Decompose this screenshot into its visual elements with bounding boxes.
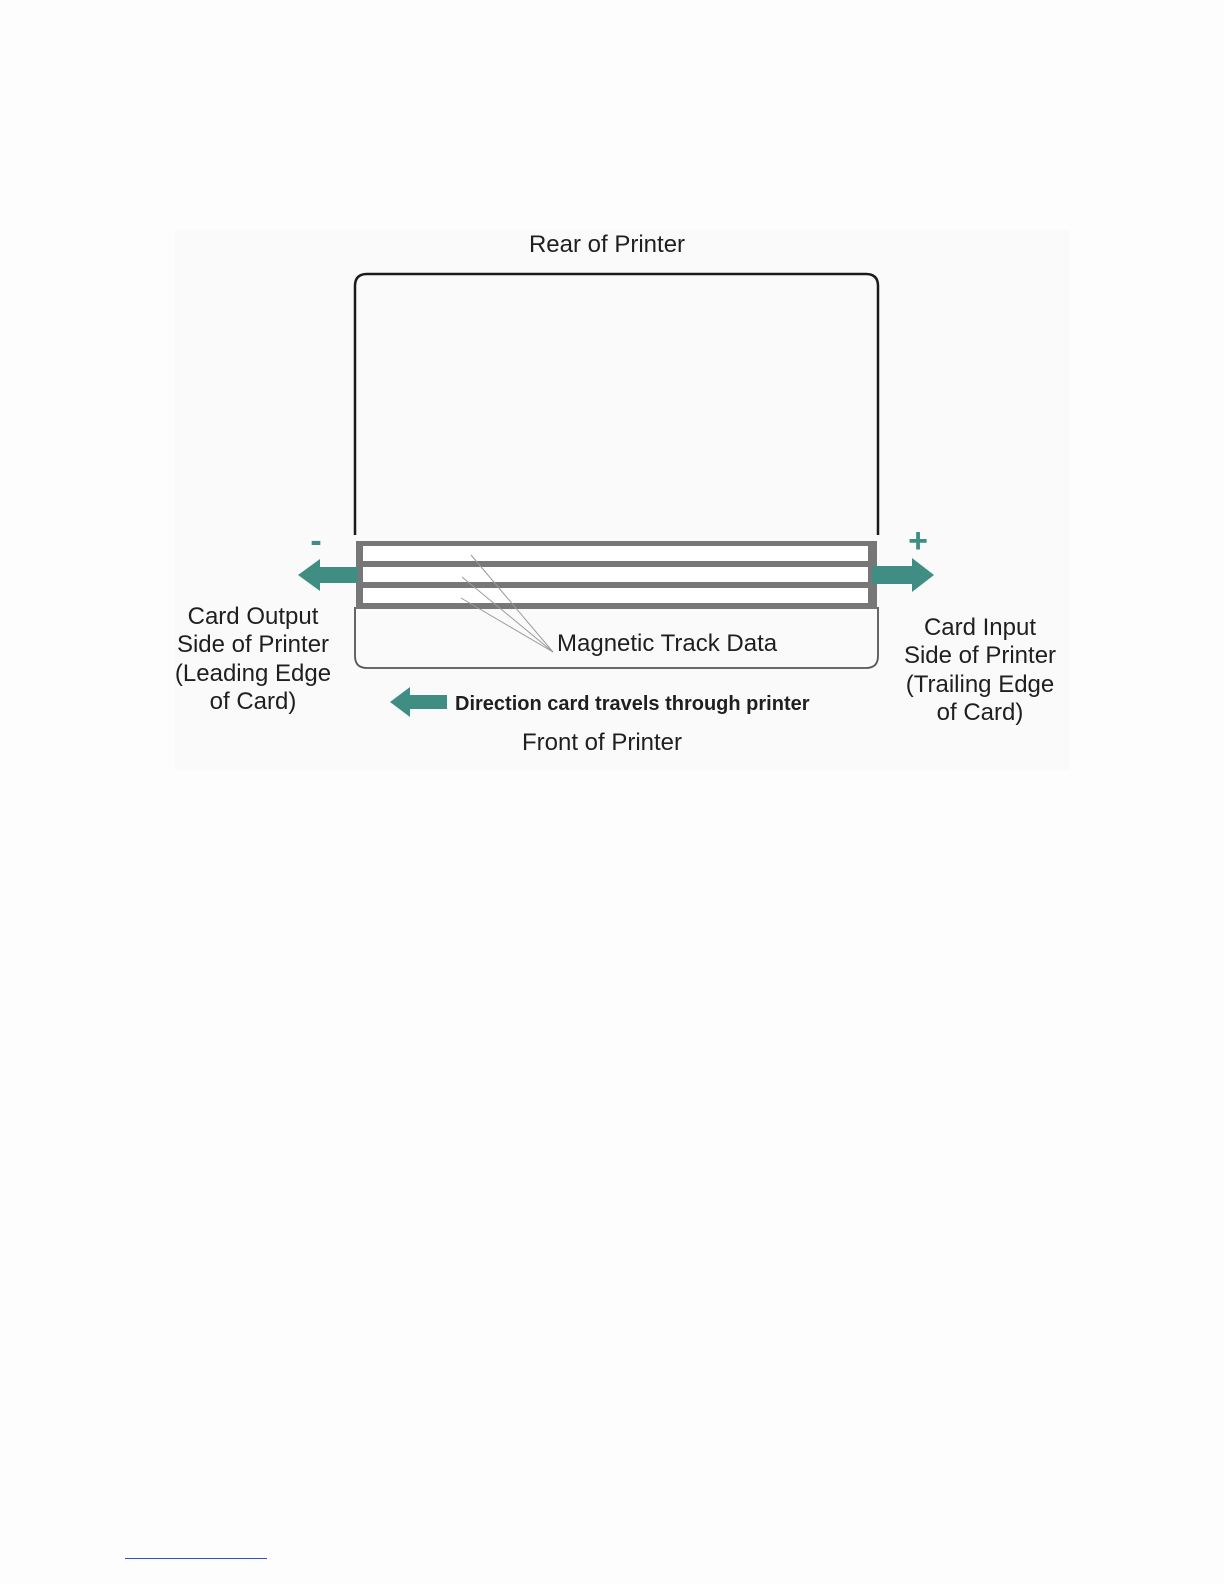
rear-of-printer-label: Rear of Printer	[528, 231, 686, 258]
output-label-line: (Leading Edge	[174, 660, 332, 687]
output-label-line: Card Output	[187, 603, 319, 630]
footer-rule	[125, 1558, 267, 1559]
input-label-line: Side of Printer	[903, 642, 1057, 669]
magnetic-track	[363, 567, 868, 582]
output-label-line: Side of Printer	[176, 631, 330, 658]
input-label-line: of Card)	[936, 699, 1024, 726]
output-label-line: of Card)	[209, 688, 297, 715]
magnetic-stripe	[356, 541, 877, 609]
minus-sign: -	[310, 522, 322, 560]
magnetic-track-data-label: Magnetic Track Data	[557, 630, 778, 657]
input-label-line: (Trailing Edge	[905, 671, 1055, 698]
magnetic-track	[363, 546, 868, 561]
direction-label: Direction card travels through printer	[455, 693, 810, 715]
plus-sign: +	[908, 522, 928, 560]
input-label-line: Card Input	[923, 614, 1037, 641]
front-of-printer-label: Front of Printer	[521, 729, 683, 756]
magnetic-track	[363, 588, 868, 603]
